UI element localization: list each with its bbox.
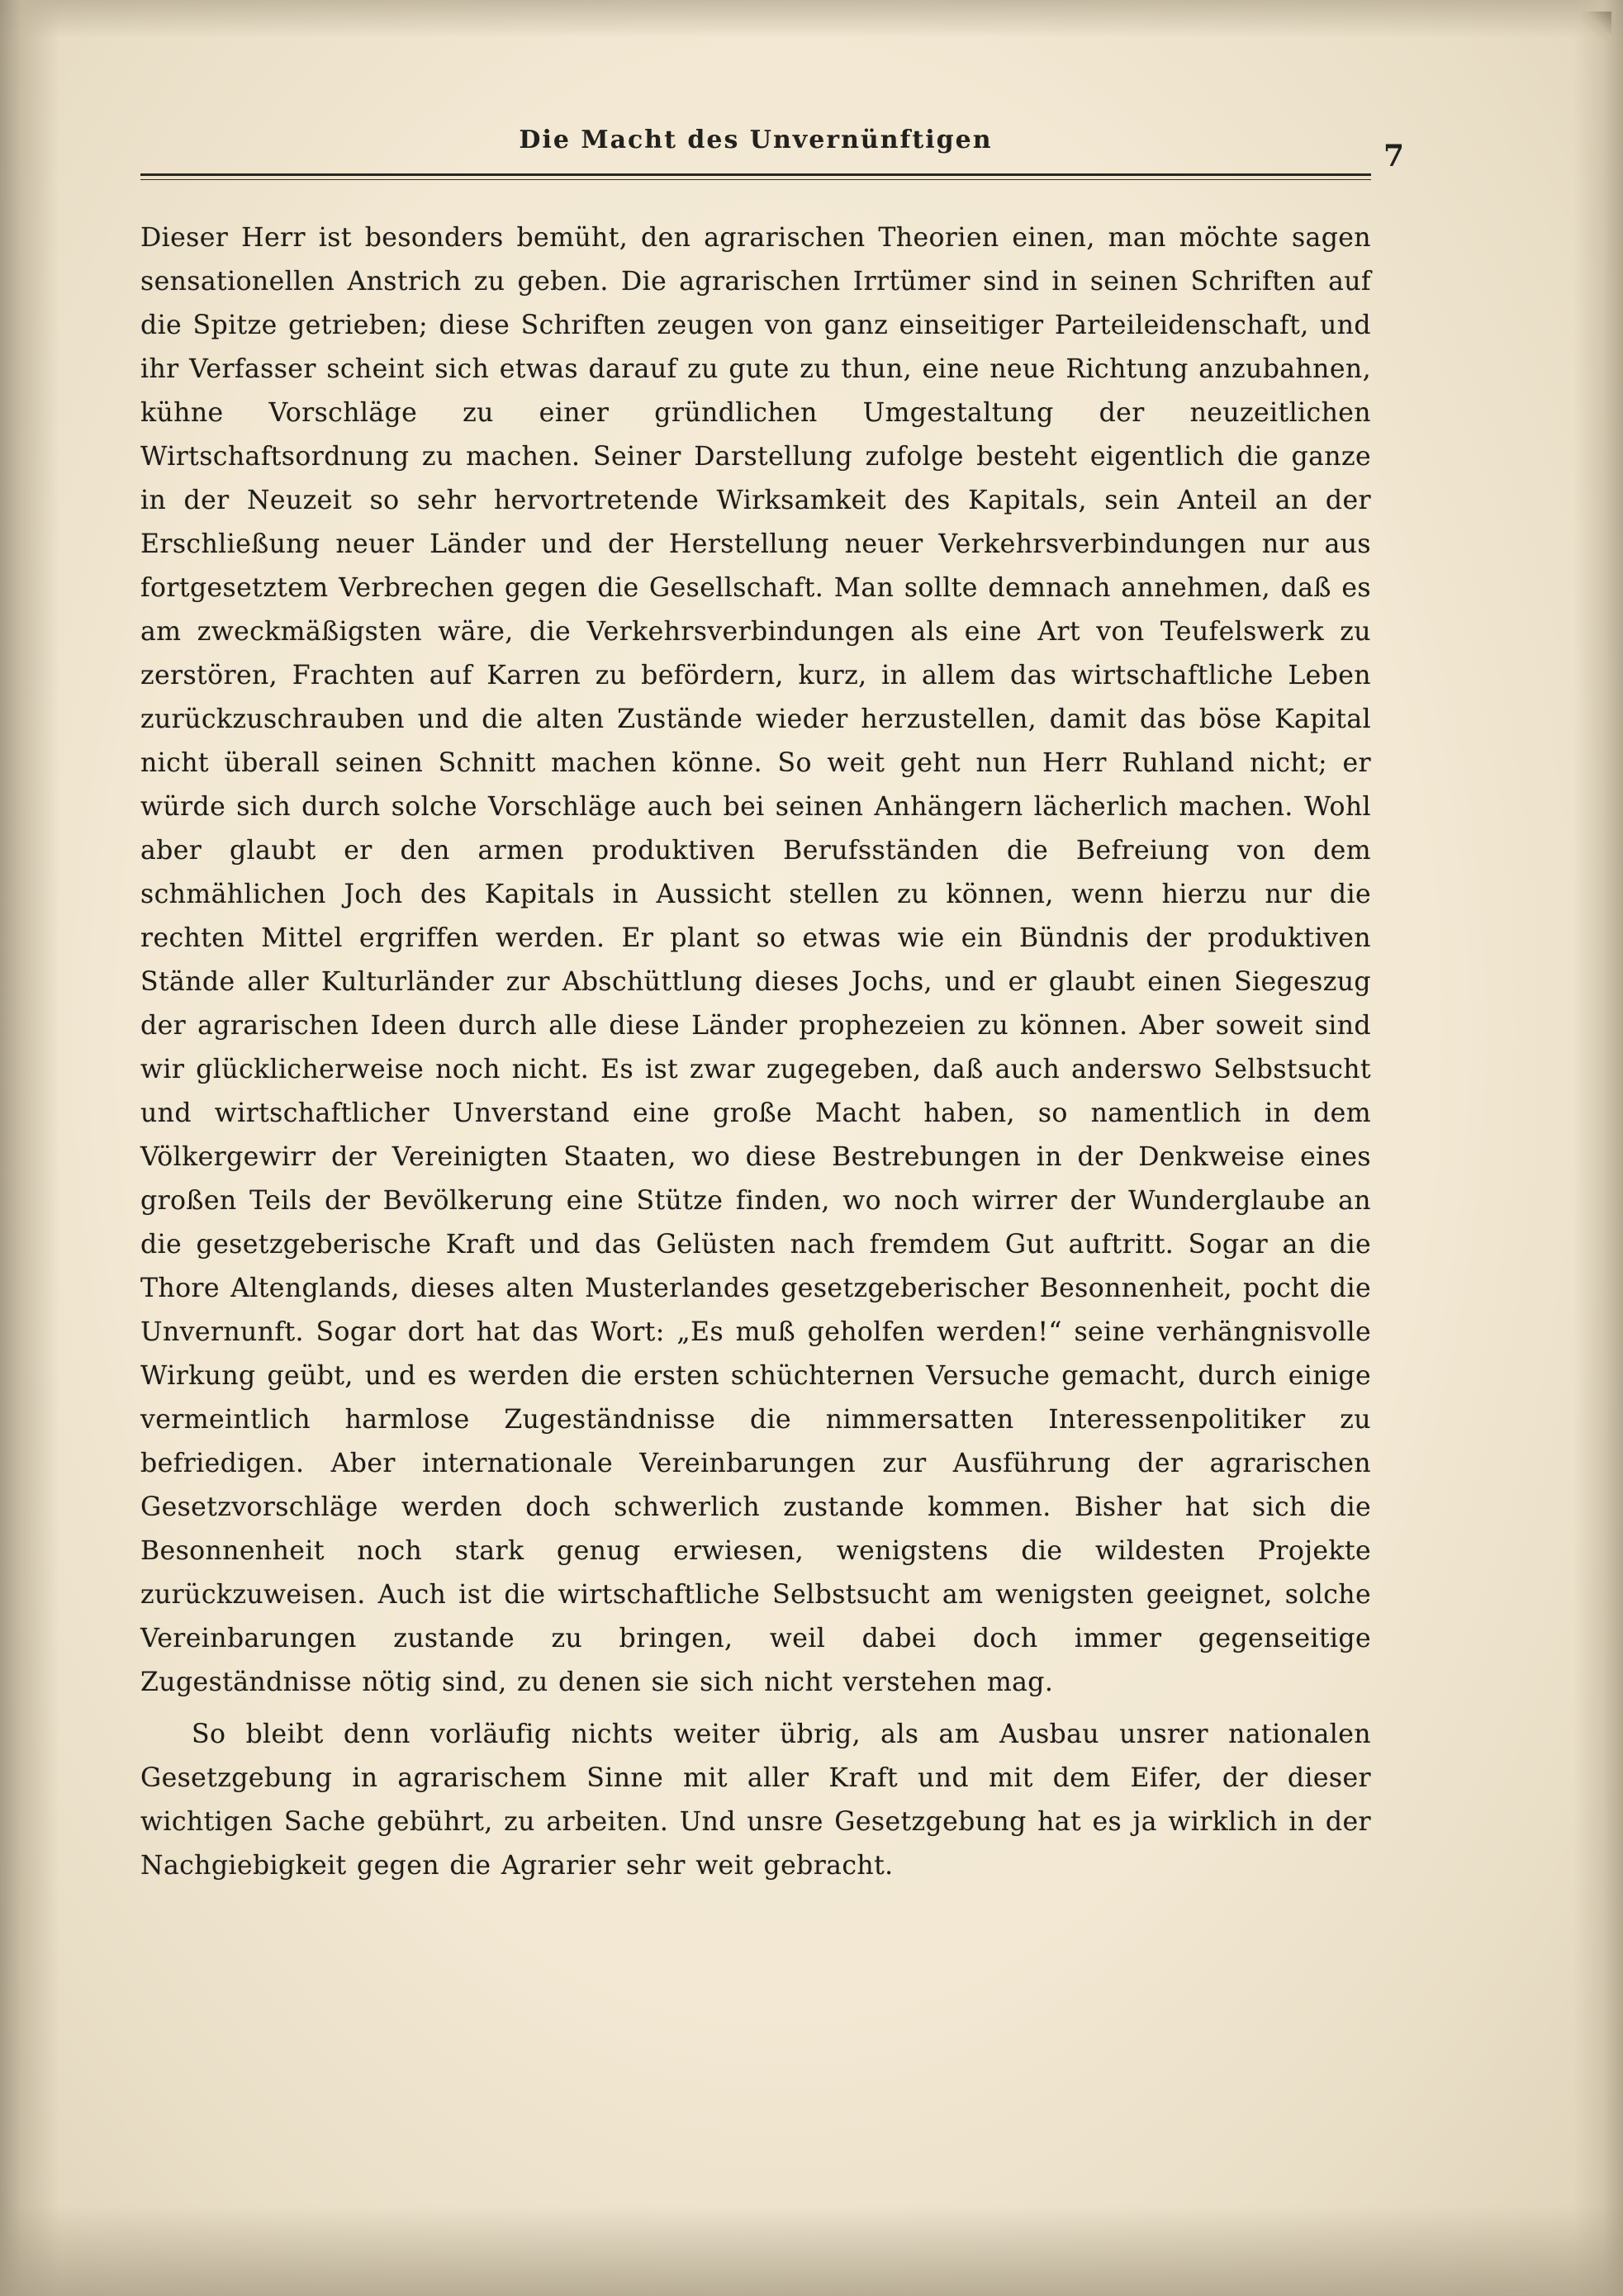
paragraph-2: So bleibt denn vorläufig nichts weiter übrig, als am Ausbau unsrer nationalen Gesetzgebung in agrarischem Sinne mit aller Kraft und mit dem Eifer, der dieser wichtigen Sache gebührt, zu arbeiten. Und unsre Gesetzgebung hat es ja wirklich in der Nachgiebigkeit gegen die Agrarier sehr weit gebracht.: [140, 1720, 1371, 1881]
page-content: [140, 124, 1404, 1888]
page-edge-left: [0, 0, 59, 2296]
running-head-title: Die Macht des Unvernünftigen: [519, 126, 993, 154]
page-number: 7: [1383, 139, 1404, 173]
paragraph-1: Dieser Herr ist besonders bemüht, den agrarischen Theorien einen, man möchte sagen sensationellen Anstrich zu geben. Die agrarischen Irrtümer sind in seinen Schriften auf die Spitze getrieben; diese Schriften zeugen von ganz einseitiger Parteileidenschaft, und ihr Verfasser scheint sich etwas darauf zu gute zu thun, eine neue Richtung anzubahnen, kühne Vorschläge zu einer gründlichen Umgestaltung der neuzeitlichen Wirtschaftsordnung zu machen. Seiner Darstellung zufolge besteht eigentlich die ganze in der Neuzeit so sehr hervortretende Wirksamkeit des Kapitals, sein Anteil an der Erschließung neuer Länder und der Herstellung neuer Verkehrsverbindungen nur aus fortgesetztem Verbrechen gegen die Gesellschaft. Man sollte demnach annehmen, daß es am zweckmäßigsten wäre, die Verkehrsverbindungen als eine Art von Teufelswerk zu zerstören, Frachten auf Karren zu befördern, kurz, in allem das wirtschaftliche Leben zurückzuschrauben und die alten Zustände wieder herzustellen, damit das böse Kapital nicht überall seinen Schnitt machen könne. So weit geht nun Herr Ruhland nicht; er würde sich durch solche Vorschläge auch bei seinen Anhängern lächerlich machen. Wohl aber glaubt er den armen produktiven Berufsständen die Befreiung von dem schmählichen Joch des Kapitals in Aussicht stellen zu können, wenn hierzu nur die rechten Mittel ergriffen werden. Er plant so etwas wie ein Bündnis der produktiven Stände aller Kulturländer zur Abschüttlung dieses Jochs, und er glaubt einen Siegeszug der agrarischen Ideen durch alle diese Länder prophezeien zu können. Aber soweit sind wir glücklicherweise noch nicht. Es ist zwar zugegeben, daß auch anderswo Selbstsucht und wirtschaftlicher Unverstand eine große Macht haben, so namentlich in dem Völkergewirr der Vereinigten Staaten, wo diese Bestrebungen in der Denkweise eines großen Teils der Bevölkerung eine Stütze finden, wo noch wirrer der Wunderglaube an die gesetzgeberische Kraft und das Gelüsten nach fremdem Gut auftritt. Sogar an die Thore Altenglands, dieses alten Musterlandes gesetzgeberischer Besonnenheit, pocht die Unvernunft. Sogar dort hat das Wort: „Es muß geholfen werden!“ seine verhängnisvolle Wirkung geübt, und es werden die ersten schüchternen Versuche gemacht, durch einige vermeintlich harmlose Zugeständnisse die nimmersatten Interessenpolitiker zu befriedigen. Aber internationale Vereinbarungen zur Ausführung der agrarischen Gesetzvorschläge werden doch schwerlich zustande kommen. Bisher hat sich die Besonnenheit noch stark genug erwiesen, wenigstens die wildesten Projekte zurückzuweisen. Auch ist die wirtschaftliche Selbstsucht am wenigsten geeignet, solche Vereinbarungen zustande zu bringen, weil dabei doch immer gegenseitige Zugeständnisse nötig sind, zu denen sie sich nicht verstehen mag.: [140, 223, 1371, 1697]
page-corner-fold: [1582, 12, 1611, 40]
running-header: [140, 124, 1404, 195]
page-edge-top: [0, 0, 1623, 38]
body-text: [140, 216, 1371, 1888]
header-rule: [140, 173, 1371, 180]
page-edge-bottom: [0, 2205, 1623, 2296]
page-edge-right: [1573, 0, 1623, 2296]
